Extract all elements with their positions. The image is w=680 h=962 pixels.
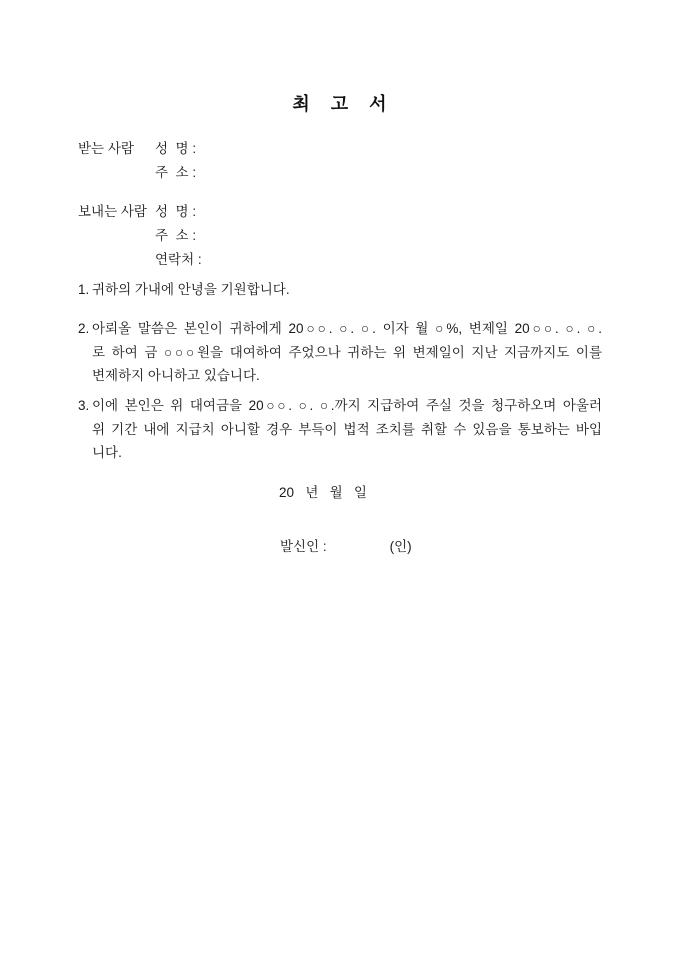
- paragraph-2-number: 2.: [78, 321, 90, 336]
- paragraph-1-number: 1.: [78, 282, 90, 297]
- paragraph-3-line-3: 니다.: [92, 445, 122, 460]
- paragraph-3-number: 3.: [78, 398, 90, 413]
- sender-contact-label: 연락처 :: [155, 252, 202, 267]
- paragraph-1-line-1: 귀하의 가내에 안녕을 기원합니다.: [92, 282, 290, 297]
- paragraph-2-line-2: 로 하여 금 ○○○원을 대여하여 주었으나 귀하는 위 변제일이 지난 지금까지도 이를: [92, 344, 602, 360]
- document-title: 최 고 서: [292, 94, 388, 114]
- seal-placeholder: (인): [389, 539, 412, 554]
- signature-line: [265, 520, 412, 570]
- sender-name-label: 성 명 :: [155, 204, 197, 219]
- recipient-spacer: [78, 161, 155, 185]
- paragraph-2: [78, 317, 602, 388]
- recipient-name-label: 성 명 :: [155, 141, 197, 156]
- sender-address-label: 주 소 :: [155, 228, 197, 243]
- paragraph-1: [78, 278, 602, 302]
- paragraph-3-line-2: 위 기간 내에 지급치 아니할 경우 부득이 법적 조치를 취할 수 있음을 통보하는 바입: [92, 421, 602, 437]
- recipient-party-label: 받는 사람: [78, 141, 134, 156]
- sender-block: [78, 200, 202, 272]
- paragraph-2-line-1: 아뢰올 말씀은 본인이 귀하에게 20○○. ○. ○. 이자 월 ○%, 변제일 20○○. ○. ○.: [92, 321, 602, 336]
- recipient-block: [78, 137, 196, 185]
- sender-signature-label: 발신인 :: [280, 539, 327, 554]
- paragraph-2-line-3: 변제하지 아니하고 있습니다.: [92, 368, 260, 383]
- recipient-address-label: 주 소 :: [155, 165, 197, 180]
- paragraph-3-line-1: 이에 본인은 위 대여금을 20○○. ○. ○.까지 지급하여 주실 것을 청구하오며 아울러: [92, 398, 602, 413]
- sender-party-label: 보내는 사람: [78, 204, 147, 219]
- date-line: 20 년 월 일: [279, 485, 367, 500]
- paragraph-3: [78, 394, 602, 465]
- sender-spacer-1: [78, 224, 155, 248]
- sender-spacer-2: [78, 248, 155, 272]
